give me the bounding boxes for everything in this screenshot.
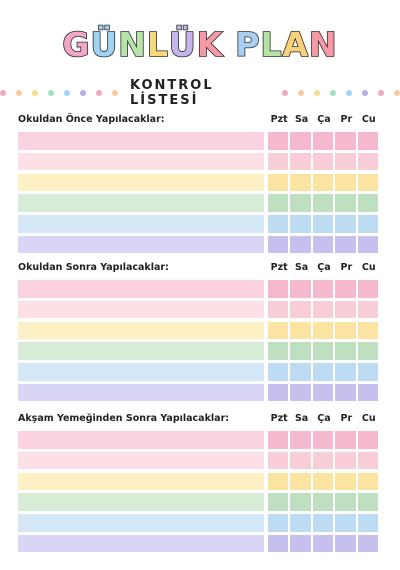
day-checkbox[interactable] [290,280,310,298]
decorative-dot [48,90,54,96]
day-checkbox[interactable] [335,280,355,298]
day-checkbox[interactable] [358,514,378,532]
table-row [18,174,380,192]
day-checkbox[interactable] [313,473,333,491]
decorative-dot [314,90,320,96]
day-checkbox[interactable] [268,431,288,449]
day-checkbox[interactable] [313,363,333,381]
day-checkbox[interactable] [358,153,378,171]
day-checkbox[interactable] [358,473,378,491]
day-checkbox[interactable] [335,236,355,254]
day-checkbox[interactable] [358,301,378,319]
decorative-dot [16,90,22,96]
task-field[interactable] [18,514,264,532]
title-letter: Ü [168,24,197,64]
day-checkbox[interactable] [358,280,378,298]
section-after-school [18,262,380,405]
day-checkbox[interactable] [313,384,333,402]
table-row [18,194,380,212]
subtitle: KONTROL LİSTESİ [130,78,214,108]
task-field[interactable] [18,535,264,553]
table-row [18,236,380,254]
section-title: Okuldan Önce Yapılacaklar: [18,114,165,125]
day-header: Sa [294,262,309,273]
task-field[interactable] [18,153,264,171]
day-headers [268,413,380,424]
day-checkbox[interactable] [358,236,378,254]
task-field[interactable] [18,322,264,340]
day-checkbox[interactable] [268,194,288,212]
table-row [18,431,380,449]
task-field[interactable] [18,301,264,319]
title-letter: G [62,24,91,64]
day-header: Pzt [270,413,288,424]
day-checkbox[interactable] [290,452,310,470]
day-checkbox[interactable] [290,384,310,402]
day-checkbox[interactable] [335,342,355,360]
day-checkbox[interactable] [335,493,355,511]
table-row [18,132,380,150]
day-checkbox[interactable] [335,153,355,171]
task-rows [18,132,380,253]
day-checkbox[interactable] [335,473,355,491]
day-checkbox[interactable] [290,236,310,254]
title-letter: N [309,24,338,64]
day-checkbox[interactable] [290,322,310,340]
task-field[interactable] [18,215,264,233]
day-checkbox[interactable] [290,215,310,233]
day-header: Cu [361,114,376,125]
title-letter: A [282,24,310,64]
day-checkbox[interactable] [313,342,333,360]
day-checkbox[interactable] [290,493,310,511]
day-checkbox[interactable] [268,132,288,150]
day-checkbox[interactable] [313,493,333,511]
day-headers [268,262,380,273]
day-header: Pr [340,262,353,273]
table-row [18,363,380,381]
day-checkbox[interactable] [268,384,288,402]
day-checkbox[interactable] [290,342,310,360]
day-checkbox[interactable] [335,535,355,553]
decorative-dot [394,90,400,96]
day-checkbox[interactable] [335,174,355,192]
section-title: Okuldan Sonra Yapılacaklar: [18,262,169,273]
day-header: Sa [294,114,309,125]
page-title [0,24,400,64]
day-headers [268,114,380,125]
title-letter: N [118,24,147,64]
day-checkbox[interactable] [290,514,310,532]
task-field[interactable] [18,493,264,511]
day-checkbox[interactable] [268,535,288,553]
day-checkbox[interactable] [358,215,378,233]
day-checkbox[interactable] [358,384,378,402]
day-checkbox[interactable] [290,363,310,381]
section-after-dinner [18,413,380,556]
day-checkbox[interactable] [335,431,355,449]
day-checkbox[interactable] [268,236,288,254]
day-checkbox[interactable] [313,194,333,212]
task-field[interactable] [18,342,264,360]
day-checkbox[interactable] [313,514,333,532]
day-header: Pzt [270,262,288,273]
day-checkbox[interactable] [358,535,378,553]
day-checkbox[interactable] [290,535,310,553]
task-field[interactable] [18,236,264,254]
task-field[interactable] [18,363,264,381]
day-checkbox[interactable] [335,194,355,212]
day-header: Ça [317,413,331,424]
day-checkbox[interactable] [335,363,355,381]
task-field[interactable] [18,174,264,192]
day-checkbox[interactable] [313,174,333,192]
day-checkbox[interactable] [313,301,333,319]
decorative-dot [64,90,70,96]
table-row [18,280,380,298]
decorative-dot [0,90,6,96]
table-row [18,215,380,233]
day-checkbox[interactable] [358,322,378,340]
day-header: Cu [361,262,376,273]
day-checkbox[interactable] [358,363,378,381]
table-row [18,301,380,319]
day-checkbox[interactable] [268,301,288,319]
task-field[interactable] [18,280,264,298]
decorative-dot [32,90,38,96]
decorative-dot [96,90,102,96]
day-checkbox[interactable] [358,431,378,449]
day-checkbox[interactable] [268,215,288,233]
subtitle-row [0,78,400,108]
day-checkbox[interactable] [358,452,378,470]
day-checkbox[interactable] [358,342,378,360]
day-checkbox[interactable] [358,174,378,192]
day-checkbox[interactable] [335,301,355,319]
decorative-dot [80,90,86,96]
day-checkbox[interactable] [335,322,355,340]
day-header: Ça [317,262,331,273]
day-checkbox[interactable] [268,280,288,298]
day-checkbox[interactable] [335,215,355,233]
task-field[interactable] [18,194,264,212]
day-checkbox[interactable] [335,514,355,532]
day-checkbox[interactable] [268,174,288,192]
day-checkbox[interactable] [358,194,378,212]
decorative-dot [298,90,304,96]
day-checkbox[interactable] [313,132,333,150]
day-checkbox[interactable] [313,153,333,171]
day-checkbox[interactable] [313,236,333,254]
day-checkbox[interactable] [268,514,288,532]
day-checkbox[interactable] [290,431,310,449]
dots-right [282,90,400,96]
day-checkbox[interactable] [313,452,333,470]
day-checkbox[interactable] [358,132,378,150]
day-checkbox[interactable] [313,322,333,340]
title-letter: K [196,24,224,64]
table-row [18,322,380,340]
day-checkbox[interactable] [335,132,355,150]
section-before-school [18,114,380,257]
table-row [18,384,380,402]
table-row [18,473,380,491]
day-header: Sa [294,413,309,424]
day-header: Pr [340,413,353,424]
decorative-dot [346,90,352,96]
task-field[interactable] [18,452,264,470]
day-header: Cu [361,413,376,424]
decorative-dot [282,90,288,96]
day-checkbox[interactable] [290,132,310,150]
day-checkbox[interactable] [313,535,333,553]
decorative-dot [378,90,384,96]
decorative-dot [362,90,368,96]
title-letter: P [235,24,261,64]
day-checkbox[interactable] [358,493,378,511]
decorative-dot [112,90,118,96]
day-checkbox[interactable] [268,322,288,340]
day-checkbox[interactable] [335,384,355,402]
task-field[interactable] [18,384,264,402]
title-letter: L [260,24,283,64]
table-row [18,514,380,532]
title-letter: Ü [90,24,119,64]
day-checkbox[interactable] [313,431,333,449]
task-rows [18,280,380,401]
table-row [18,535,380,553]
task-field[interactable] [18,132,264,150]
day-checkbox[interactable] [290,473,310,491]
day-checkbox[interactable] [290,174,310,192]
task-rows [18,431,380,552]
day-checkbox[interactable] [290,301,310,319]
table-row [18,452,380,470]
task-field[interactable] [18,473,264,491]
dots-left [0,90,118,96]
decorative-dot [330,90,336,96]
day-checkbox[interactable] [335,452,355,470]
day-header: Ça [317,114,331,125]
day-checkbox[interactable] [268,493,288,511]
table-row [18,493,380,511]
section-title: Akşam Yemeğinden Sonra Yapılacaklar: [18,413,230,424]
day-checkbox[interactable] [268,363,288,381]
table-row [18,342,380,360]
day-checkbox[interactable] [268,342,288,360]
day-checkbox[interactable] [313,280,333,298]
day-header: Pr [340,114,353,125]
title-letter: L [146,24,169,64]
day-header: Pzt [270,114,288,125]
table-row [18,153,380,171]
day-checkbox[interactable] [268,452,288,470]
task-field[interactable] [18,431,264,449]
day-checkbox[interactable] [268,473,288,491]
day-checkbox[interactable] [290,194,310,212]
day-checkbox[interactable] [290,153,310,171]
day-checkbox[interactable] [313,215,333,233]
day-checkbox[interactable] [268,153,288,171]
